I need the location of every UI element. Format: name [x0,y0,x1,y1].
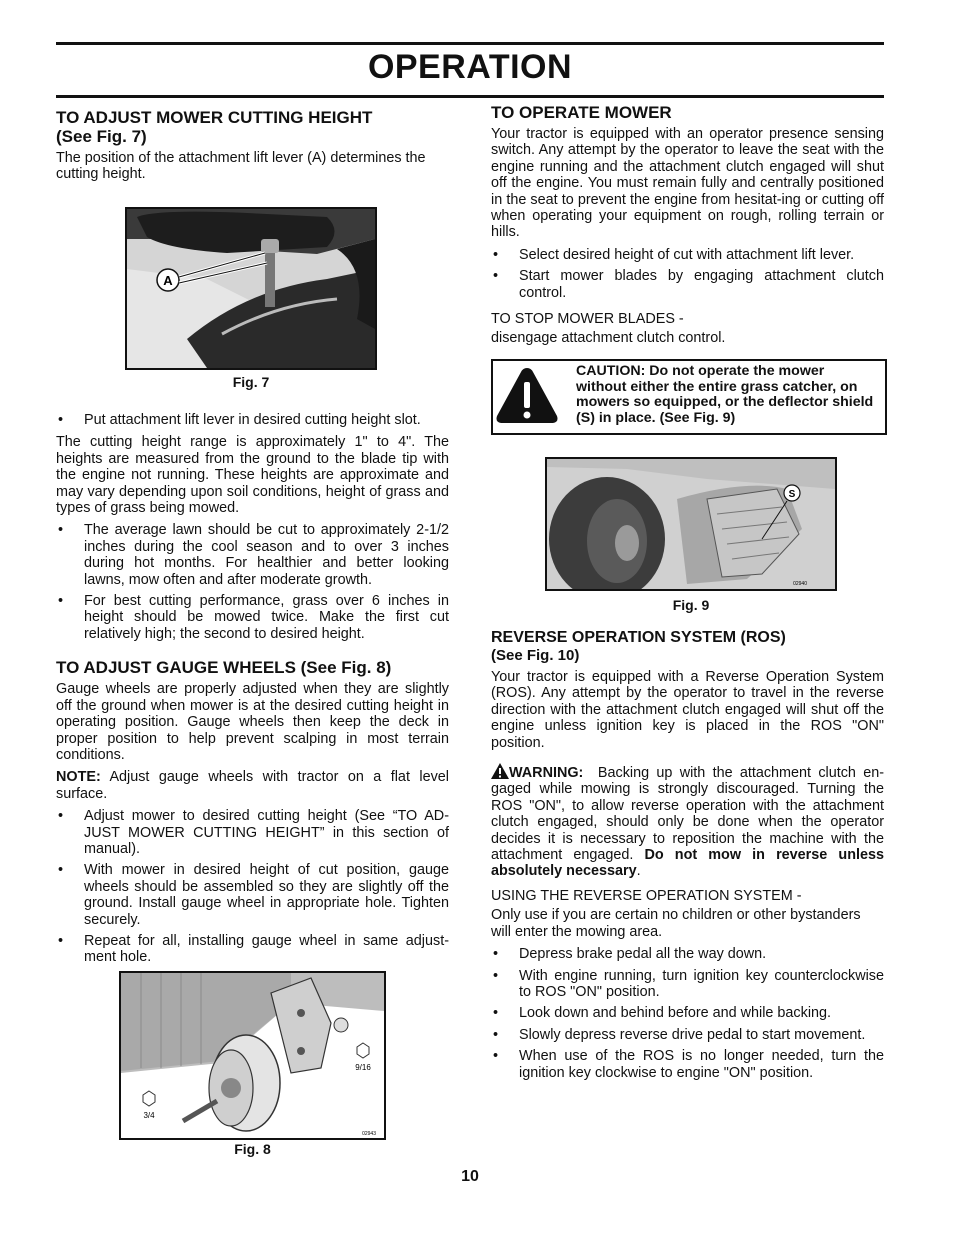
heading-ros: REVERSE OPERATION SYSTEM (ROS) (See Fig. 10) [491,629,786,664]
warning-triangle-icon [495,366,559,426]
figure-7-caption: Fig. 7 [232,374,270,390]
bullet-list-lawn-tips [56,522,449,642]
warning-triangle-icon [491,763,509,779]
fig8-code: 02943 [362,1131,376,1137]
cutting-height-range: The cutting height range is approximately 1" to 4". The heights are measured from the ground to the blade tip with the engine not running. These heights are approximate and may vary depending upon soil conditions, height of grass and types of grass being mowed. [56,434,449,517]
list-item: • When use of the ROS is no longer needed, turn the ignition key clockwise to engine "ON" position. [491,1048,884,1081]
operate-mower-intro: Your tractor is equipped with an operator presence sensing switch. Any attempt by the operator to leave the seat with the engine running and the attachment clutch engaged will shut off the engine. You must remain fully and centrally positioned in the seat to prevent the engine from hesitat-ing or cutting off when operating your equipment on rough, rolling terrain or hills. [491,126,884,241]
figure-9-image [545,457,837,591]
right-column-bottom [491,629,884,1087]
list-item: • Repeat for all, installing gauge wheel in same adjust-ment hole. [56,933,449,966]
stop-blades-text: disengage attachment clutch control. [491,330,726,347]
bullet-list-operate [491,247,884,301]
list-item: • Slowly depress reverse drive pedal to start movement. [491,1027,884,1043]
ros-warning: WARNING: Backing up with the attachment clutch en-gaged while mowing is strongly discouraged. Turning the ROS "ON", to allow reverse operation with the attachment clutch engaged, should only be done when the operator decides it is necessary to reposition the machine with the attachment engaged. Do not mow in reverse unless absolutely necessary. [491,765,885,880]
list-item: • Select desired height of cut with attachment lift lever. [491,247,884,263]
list-item: • Depress brake pedal all the way down. [491,946,884,962]
left-column-bottom [56,412,449,972]
gauge-wheels-note: NOTE: Adjust gauge wheels with tractor on a flat level surface. [56,769,449,802]
list-item: • With mower in desired height of cut position, gauge wheels should be assembled so they are slightly off the ground. Install gauge wheel in appropriate hole. Tighten securely. [56,862,449,928]
page-number: 10 [461,1168,479,1185]
bullet-list-ros [491,946,884,1081]
page-title: OPERATION [367,48,573,86]
figure-7-image [125,207,377,370]
bullet-list-gauge-wheels [56,808,449,966]
list-item: • Adjust mower to desired cutting height (See “TO AD-JUST MOWER CUTTING HEIGHT” in this section of manual). [56,808,449,857]
cutting-height-intro: The position of the attachment lift lever (A) determines the cutting height. [56,150,426,183]
caution-box [491,359,887,435]
figure-8-image [119,971,386,1140]
fig8-label-9-16: 9/16 [355,1063,371,1072]
figure-9-caption: Fig. 9 [672,597,710,613]
right-column-top [491,103,884,353]
figure-8-caption: Fig. 8 [234,1141,271,1157]
list-item: • The average lawn should be cut to approximately 2-1/2 inches during the cool season and to over 3 inches during hot months. For healthier and better looking lawns, mow often and after moderate growth. [56,522,449,588]
title-rule [56,95,884,98]
gauge-wheels-intro: Gauge wheels are properly adjusted when they are slightly off the ground when mower is at the desired cutting height in operating position. Gauge wheels then keep the deck in proper position to help prevent scalping in most terrain conditions. [56,681,449,763]
fig7-label-a: A [163,273,173,288]
top-rule [56,42,884,45]
fig9-code: 02940 [793,581,807,587]
bullet-list-lift-lever [56,412,449,428]
list-item: • With engine running, turn ignition key counterclockwise to ROS "ON" position. [491,968,884,1001]
ros-intro: Your tractor is equipped with a Reverse Operation System (ROS). Any attempt by the operator to travel in the reverse direction with the attachment clutch engaged will shut off the engine unless ignition key is placed in the ROS "ON" position. [491,669,884,751]
list-item: • For best cutting performance, grass over 6 inches in height should be mowed twice. Make the first cut relatively high; the second to desired height. [56,593,449,642]
heading-cutting-height: TO ADJUST MOWER CUTTING HEIGHT (See Fig. 7) [56,108,373,146]
using-ros-text: Only use if you are certain no children or other bystanders will enter the mowing area. [491,907,861,940]
heading-gauge-wheels: TO ADJUST GAUGE WHEELS (See Fig. 8) [56,658,392,678]
fig8-label-3-4: 3/4 [143,1111,155,1120]
left-column-top [56,108,449,189]
caution-text: CAUTION: Do not operate the mower without either the entire grass catcher, on mowers so equipped, or the deflector shield (S) in place. (See Fig. 9) [576,363,874,426]
list-item: • Look down and behind before and while backing. [491,1005,884,1021]
stop-blades-heading: TO STOP MOWER BLADES - [491,311,684,328]
using-ros-heading: USING THE REVERSE OPERATION SYSTEM - [491,887,802,904]
fig9-label-s: S [788,489,796,500]
list-item: • Put attachment lift lever in desired cutting height slot. [56,412,449,428]
list-item: • Start mower blades by engaging attachment clutch control. [491,268,884,301]
heading-operate-mower: TO OPERATE MOWER [491,103,672,122]
